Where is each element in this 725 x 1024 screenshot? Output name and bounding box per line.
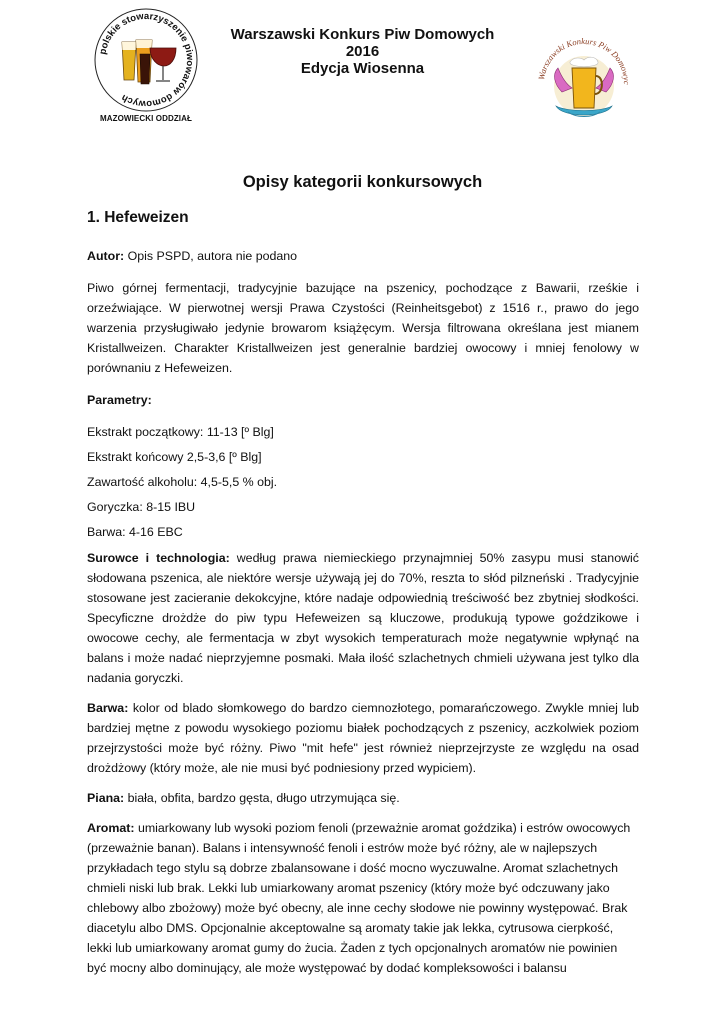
pspd-logo-emblem (92, 6, 200, 114)
section-text: według prawa niemieckiego przynajmniej 50% zasypu musi stanowić słodowana pszenica, ale niektóre wersje używają jej do 70%, reszta to słód pilzneński . Tradycyjnie stosowane jest zacieranie dekokcyjne, które nadaje odpowiednią treściwość bez zbytniej słodkości. Specyficzne drożdże do piw typu Hefeweizen są kluczowe, produkują typowe goździkowe i owocowe cechy, ale fermentacja w zbyt wysokich temperaturach może negatywnie wpłynąć na balans i może nadać nieprzyjemne posmaki. Mała ilość szlachetnych chmieli używana jest tylko dla nadania goryczki. (87, 551, 639, 685)
section-label: Aromat: (87, 821, 135, 835)
parameter-item: Goryczka: 8-15 IBU (87, 500, 196, 514)
pspd-logo (84, 6, 208, 126)
wkpd-logo-emblem (532, 22, 636, 126)
wkpd-logo-text: Warszawski Konkurs Piw Domowyc (536, 35, 633, 85)
parameters-heading (87, 390, 639, 410)
page-title: Opisy kategorii konkursowych (242, 173, 483, 191)
section-label: Barwa: (87, 701, 129, 715)
header-title-line: Warszawski Konkurs Piw Domowych (230, 26, 495, 43)
section-paragraph-technology (87, 548, 639, 688)
author-text: Opis PSPD, autora nie podano (124, 249, 298, 263)
header-title (200, 26, 525, 77)
parameter-item: Ekstrakt końcowy 2,5-3,6 [º Blg] (87, 450, 262, 464)
section-text: kolor od blado słomkowego do bardzo ciemnozłotego, pomarańczowego. Zwykle mniej lub bardziej mętne z powodu wysokiego poziomu białek pochodzących z pszenicy, aczkolwiek poziom przejrzystości może być różny. Piwo "mit hefe" jest również nieprzejrzyste ze względu na osad drożdżowy (który może, ale nie musi być podniesiony przed wypiciem). (87, 701, 639, 775)
section-label: Piana: (87, 791, 125, 805)
header-title-line: Edycja Wiosenna (300, 60, 425, 77)
author-label: Autor: (87, 249, 125, 263)
document-body (87, 208, 639, 988)
section-text: umiarkowany lub wysoki poziom fenoli (przeważnie aromat goździka) i estrów owocowych (przeważnie banan). Balans i intensywność fenoli i estrów może być różny, ale w najlepszych przykładach tego stylu są dobrze zbalansowane i dość mocno wyczuwalne. Aromat szlachetnych chmieli niski lub brak. Lekki lub umiarkowany aromat pszenicy (który może być odczuwany jako chlebowy albo zbożowy) może być obecny, ale inne cechy słodowe nie powinny występować. Brak diacetylu albo DMS. Opcjonalnie akceptowalne są aromaty takie jak lekka, cytrusowa cierpkość, lekki lub umiarkowany aromat gumy do żucia. Żaden z tych opcjonalnych aromatów nie powinien być mocny albo dominujący, ale może występować by dodać kompleksowości i balansu (87, 821, 631, 975)
parameter-item: Zawartość alkoholu: 4,5-5,5 % obj. (87, 475, 278, 489)
parameter-item: Barwa: 4-16 EBC (87, 525, 183, 539)
parameter-item: Ekstrakt początkowy: 11-13 [º Blg] (87, 425, 274, 439)
section-paragraph-color (87, 698, 639, 778)
section-paragraph-head (87, 788, 639, 808)
section-title: 1. Hefeweizen (87, 209, 189, 226)
author-line (87, 246, 639, 266)
pspd-subtitle: MAZOWIECKI ODDZIAŁ (99, 114, 192, 123)
wkpd-logo (532, 22, 636, 126)
section-text: biała, obfita, bardzo gęsta, długo utrzymująca się. (124, 791, 400, 805)
section-label: Surowce i technologia: (87, 551, 230, 565)
intro-paragraph: Piwo górnej fermentacji, tradycyjnie bazujące na pszenicy, pochodzące z Bawarii, rześkie i orzeźwiające. W pierwotnej wersji Prawa Czystości (Reinheitsgebot) z 1516 r., prawo do jego warzenia przysługiwało jedynie browarom książęcym. Wersja filtrowana określana jest mianem Kristallweizen. Charakter Kristallweizen jest generalnie bardziej owocowy i mniej fenolowy w porównaniu z Hefeweizen. (87, 281, 639, 375)
parameters-label: Parametry: (87, 393, 152, 407)
section-paragraph-aroma (87, 818, 639, 978)
pspd-logo-text: polskie stowarzyszenie piwowarów domowych (97, 10, 196, 110)
header-title-line: 2016 (345, 43, 380, 60)
